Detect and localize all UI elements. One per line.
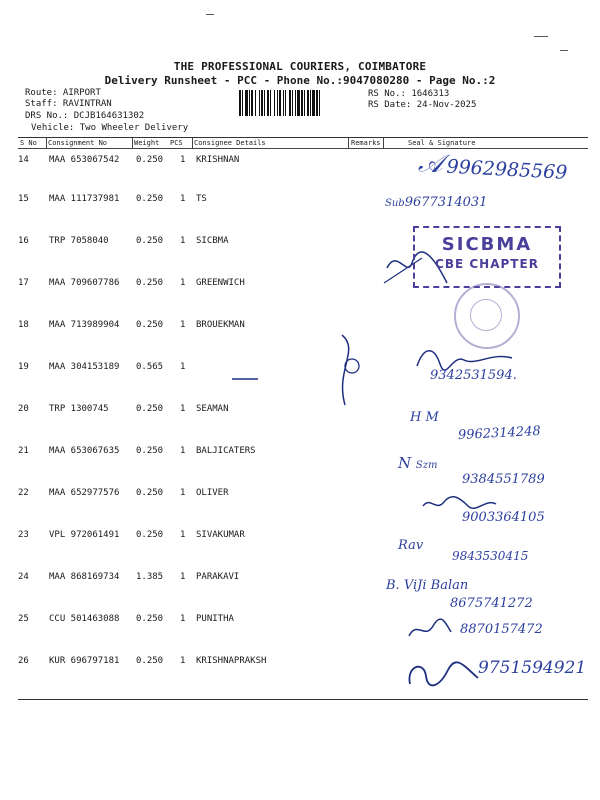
- cell-weight: 1.385: [136, 572, 164, 582]
- signature-row-15: Sub9677314031: [385, 195, 488, 210]
- cell-sno: 19: [18, 362, 29, 372]
- handwritten-phone-21: 9384551789: [462, 472, 545, 487]
- handwritten-phone-25: 8870157472: [460, 622, 543, 637]
- cell-pcs: 1: [180, 488, 186, 498]
- cell-consignment: MAA 713989904: [49, 320, 120, 330]
- signature-row-21: N Szm: [398, 454, 438, 472]
- cell-consignment: MAA 868169734: [49, 572, 120, 582]
- cell-sno: 24: [18, 572, 29, 582]
- cell-consignment: MAA 304153189: [49, 362, 120, 372]
- cell-weight: 0.250: [136, 320, 164, 330]
- cell-pcs: 1: [180, 656, 186, 666]
- cell-consignment: MAA 653067635: [49, 446, 120, 456]
- dash-mark: [230, 376, 260, 382]
- cell-consignment: KUR 696797181: [49, 656, 120, 666]
- runsheet-subtitle: Delivery Runsheet - PCC - Phone No.:9047080280 - Page No.:2: [104, 74, 496, 87]
- stamp-line-1: SICBMA: [441, 234, 533, 255]
- cell-pcs: 1: [180, 320, 186, 330]
- cell-pcs: 1: [180, 530, 186, 540]
- cell-sno: 25: [18, 614, 29, 624]
- cell-sno: 20: [18, 404, 29, 414]
- handwritten-phone: 9677314031: [404, 195, 488, 210]
- handwritten-phone-24: 8675741272: [450, 596, 533, 611]
- col-header-seal: Seal & Signature: [408, 139, 476, 147]
- col-header-weight: Weight: [134, 139, 160, 147]
- barcode: [239, 90, 363, 116]
- rs-date: RS Date: 24-Nov-2025: [368, 100, 477, 110]
- cell-pcs: 1: [180, 446, 186, 456]
- cell-sno: 17: [18, 278, 29, 288]
- scan-mark: [560, 50, 568, 51]
- cell-consignment: MAA 652977576: [49, 488, 120, 498]
- cell-weight: 0.250: [136, 278, 164, 288]
- handwritten-phone-19: 9342531594.: [430, 368, 517, 383]
- route-text: Route: AIRPORT: [25, 88, 101, 98]
- cell-pcs: 1: [180, 404, 186, 414]
- cell-weight: 0.250: [136, 194, 164, 204]
- scan-mark: [206, 14, 214, 15]
- cell-pcs: 1: [180, 362, 186, 372]
- handwritten-phone-20: 9962314248: [457, 423, 542, 444]
- handwritten-phone-22: 9003364105: [462, 510, 545, 525]
- cell-consignment: MAA 709607786: [49, 278, 120, 288]
- signature-row-14: 𝒜 9962985569: [417, 148, 568, 184]
- scan-mark: [534, 36, 548, 37]
- cell-weight: 0.250: [136, 155, 164, 165]
- cell-sno: 15: [18, 194, 29, 204]
- cell-sno: 16: [18, 236, 29, 246]
- cell-weight: 0.250: [136, 404, 164, 414]
- cell-consignee: PUNITHA: [196, 614, 234, 624]
- round-seal: [454, 283, 520, 349]
- cell-consignee: KRISHNAPRAKSH: [196, 656, 267, 666]
- cell-pcs: 1: [180, 155, 186, 165]
- cell-consignee: SICBMA: [196, 236, 229, 246]
- rs-number: RS No.: 1646313: [368, 89, 450, 99]
- cell-consignee: PARAKAVI: [196, 572, 240, 582]
- sicbma-stamp: [413, 226, 561, 288]
- cell-consignee: GREENWICH: [196, 278, 245, 288]
- cell-sno: 14: [18, 155, 29, 165]
- cell-consignee: SEAMAN: [196, 404, 229, 414]
- cell-weight: 0.565: [136, 362, 164, 372]
- cell-consignee: BROUEKMAN: [196, 320, 245, 330]
- cell-sno: 21: [18, 446, 29, 456]
- cell-weight: 0.250: [136, 488, 164, 498]
- cell-consignment: TRP 7058040: [49, 236, 109, 246]
- col-header-consignment: Consignment No: [48, 139, 108, 147]
- cell-pcs: 1: [180, 278, 186, 288]
- initials-20: H M: [410, 410, 439, 425]
- runsheet-table: [18, 137, 588, 700]
- cell-pcs: 1: [180, 236, 186, 246]
- bracket-mark: [330, 330, 370, 410]
- col-header-consignee: Consignee Details: [194, 139, 266, 147]
- cell-weight: 0.250: [136, 614, 164, 624]
- cell-sno: 26: [18, 656, 29, 666]
- cell-consignee: SIVAKUMAR: [196, 530, 245, 540]
- cell-sno: 18: [18, 320, 29, 330]
- cell-consignee: TS: [196, 194, 207, 204]
- handwritten-phone: 9962985569: [446, 155, 568, 184]
- vehicle-text: Vehicle: Two Wheeler Delivery: [31, 123, 189, 133]
- handwritten-name-24: B. ViJi Balan: [386, 578, 469, 593]
- company-title: THE PROFESSIONAL COURIERS, COIMBATORE: [173, 60, 427, 73]
- cell-weight: 0.250: [136, 236, 164, 246]
- cell-consignment: TRP 1300745: [49, 404, 109, 414]
- signature-scribble-26: [404, 656, 484, 692]
- cell-weight: 0.250: [136, 656, 164, 666]
- cell-consignment: CCU 501463088: [49, 614, 120, 624]
- cell-weight: 0.250: [136, 530, 164, 540]
- cell-consignee: OLIVER: [196, 488, 229, 498]
- signature-row-23: Rav: [398, 538, 424, 553]
- cell-consignment: MAA 653067542: [49, 155, 120, 165]
- col-header-pcs: PCS: [170, 139, 183, 147]
- stamp-line-2: CBE CHAPTER: [435, 257, 539, 271]
- cell-pcs: 1: [180, 572, 186, 582]
- col-header-sno: S No: [20, 139, 37, 147]
- cell-consignment: MAA 111737981: [49, 194, 120, 204]
- handwritten-phone-26: 9751594921: [478, 658, 587, 678]
- cell-consignee: BALJICATERS: [196, 446, 256, 456]
- cell-sno: 23: [18, 530, 29, 540]
- cell-sno: 22: [18, 488, 29, 498]
- cell-pcs: 1: [180, 194, 186, 204]
- cell-pcs: 1: [180, 614, 186, 624]
- col-header-remarks: Remarks: [351, 139, 381, 147]
- staff-text: Staff: RAVINTRAN: [25, 99, 112, 109]
- cell-weight: 0.250: [136, 446, 164, 456]
- cell-consignment: VPL 972061491: [49, 530, 120, 540]
- handwritten-phone-23: 9843530415: [452, 549, 529, 563]
- drs-text: DRS No.: DCJB164631302: [25, 111, 145, 121]
- signature-scribble-25: [405, 616, 455, 644]
- cell-consignee: KRISHNAN: [196, 155, 240, 165]
